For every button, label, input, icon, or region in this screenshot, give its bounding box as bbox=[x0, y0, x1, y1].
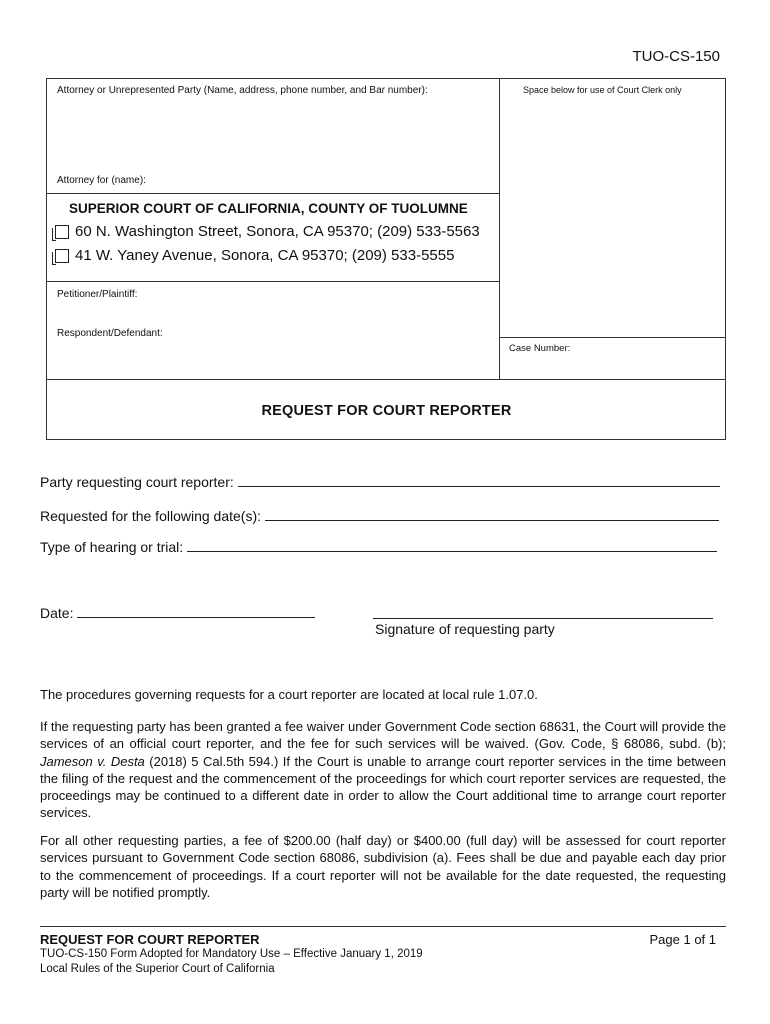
case-citation: Jameson v. Desta bbox=[40, 753, 145, 769]
party-input-line[interactable] bbox=[238, 473, 720, 487]
location-checkbox-2[interactable] bbox=[55, 249, 69, 263]
signature-label: Signature of requesting party bbox=[375, 621, 555, 637]
footer-rule bbox=[40, 926, 726, 927]
dates-field[interactable] bbox=[40, 507, 719, 524]
date-field[interactable] bbox=[40, 604, 315, 621]
form-id: TUO-CS-150 bbox=[632, 48, 720, 65]
date-input-line[interactable] bbox=[77, 604, 315, 618]
procedures-paragraph: The procedures governing requests for a court reporter are located at local rule 1.07.0. bbox=[40, 687, 538, 702]
dates-input-line[interactable] bbox=[265, 507, 719, 521]
location-option-2[interactable] bbox=[55, 247, 454, 264]
party-field[interactable] bbox=[40, 473, 720, 490]
page-number: Page 1 of 1 bbox=[649, 932, 716, 947]
fee-waiver-paragraph bbox=[40, 718, 726, 822]
hearing-field[interactable] bbox=[40, 538, 717, 555]
location-text-2: 41 W. Yaney Avenue, Sonora, CA 95370; (209) 533-5555 bbox=[75, 247, 455, 264]
party-label: Party requesting court reporter: bbox=[40, 474, 234, 490]
footer-rules: Local Rules of the Superior Court of California bbox=[40, 963, 275, 975]
petitioner-label: Petitioner/Plaintiff: bbox=[57, 289, 138, 300]
hearing-input-line[interactable] bbox=[187, 538, 717, 552]
fee-paragraph: For all other requesting parties, a fee of $200.00 (half day) or $400.00 (full day) will be assessed for court reporter services pursuant to Government Code section 68086, subdivision (a). Fees shall be due and payable each day prior to the commencement of proceedings. If a court reporter will not be available for the date requested, the requesting party will be notified promptly. bbox=[40, 833, 726, 900]
clerk-label: Space below for use of Court Clerk only bbox=[523, 85, 682, 95]
footer-title: REQUEST FOR COURT REPORTER bbox=[40, 932, 260, 947]
form-title: REQUEST FOR COURT REPORTER bbox=[261, 403, 512, 419]
attorney-label: Attorney or Unrepresented Party (Name, address, phone number, and Bar number): bbox=[57, 85, 428, 96]
footer-adoption: TUO-CS-150 Form Adopted for Mandatory Use – Effective January 1, 2019 bbox=[40, 948, 423, 960]
location-option-1[interactable] bbox=[55, 223, 480, 240]
court-name: SUPERIOR COURT OF CALIFORNIA, COUNTY OF TUOLUMNE bbox=[69, 201, 468, 216]
dates-label: Requested for the following date(s): bbox=[40, 508, 262, 524]
respondent-label: Respondent/Defendant: bbox=[57, 328, 163, 339]
hearing-label: Type of hearing or trial: bbox=[40, 539, 184, 555]
fee-waiver-text-a: If the requesting party has been granted a fee waiver under Government Code section 68631, the Court will provide the services of an official court reporter, and the fee for such services will be waived. (Gov. Code, § 68086, subd. (b); bbox=[40, 719, 726, 752]
attorney-for-label: Attorney for (name): bbox=[57, 175, 146, 186]
signature-line[interactable] bbox=[373, 618, 713, 619]
caption-box bbox=[46, 78, 726, 440]
location-text-1: 60 N. Washington Street, Sonora, CA 95370; (209) 533-5563 bbox=[75, 223, 480, 240]
case-number-label: Case Number: bbox=[509, 343, 571, 354]
date-label: Date: bbox=[40, 605, 74, 621]
location-checkbox-1[interactable] bbox=[55, 225, 69, 239]
fee-waiver-text-b: (2018) 5 Cal.5th 594.) If the Court is unable to arrange court reporter services in the time between the filing of the request and the commencement of the proceedings for which court reporter services are requested, the proceedings may be continued to a different date in order to allow the Court additional time to arrange court reporter services. bbox=[40, 753, 726, 821]
